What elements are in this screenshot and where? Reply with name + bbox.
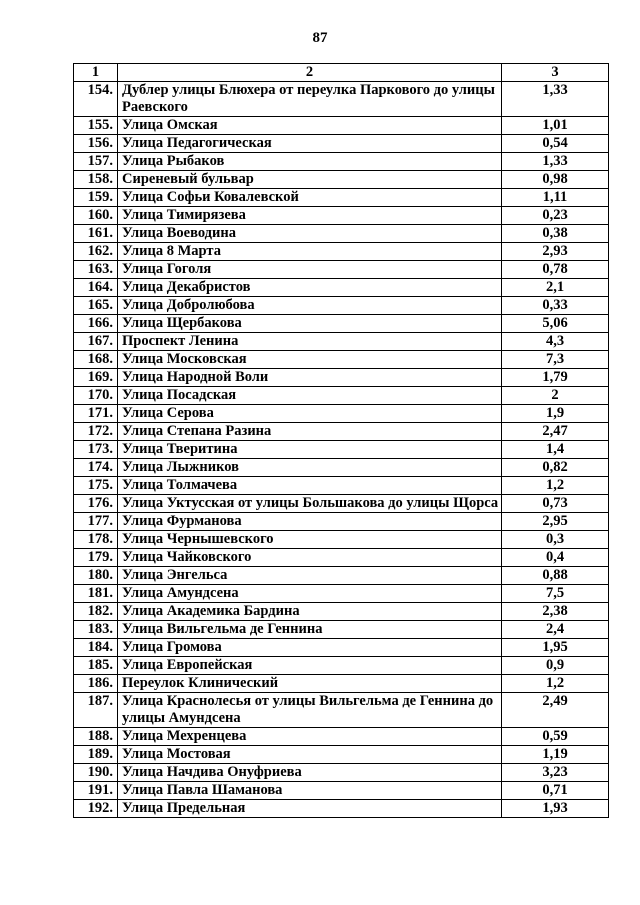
table-row	[74, 153, 609, 171]
row-street-name: Улица Чернышевского	[118, 531, 502, 549]
row-value: 1,33	[502, 153, 609, 171]
table-body	[74, 64, 609, 818]
row-street-name: Переулок Клинический	[118, 675, 502, 693]
row-street-name: Улица Павла Шаманова	[118, 782, 502, 800]
table-row	[74, 297, 609, 315]
row-index: 155.	[74, 117, 118, 135]
row-value: 2,49	[502, 693, 609, 728]
page-number: 87	[312, 30, 328, 46]
table-row	[74, 243, 609, 261]
row-value: 1,11	[502, 189, 609, 207]
row-street-name: Улица Посадская	[118, 387, 502, 405]
table-row	[74, 603, 609, 621]
row-index: 184.	[74, 639, 118, 657]
row-index: 192.	[74, 800, 118, 818]
row-index: 169.	[74, 369, 118, 387]
row-street-name: Улица Омская	[118, 117, 502, 135]
row-street-name: Улица Энгельса	[118, 567, 502, 585]
table-row	[74, 117, 609, 135]
table-row	[74, 135, 609, 153]
row-value: 0,38	[502, 225, 609, 243]
row-value: 2,1	[502, 279, 609, 297]
row-value: 2,93	[502, 243, 609, 261]
table-row	[74, 549, 609, 567]
table-row	[74, 225, 609, 243]
row-index: 157.	[74, 153, 118, 171]
table-row	[74, 693, 609, 728]
row-index: 171.	[74, 405, 118, 423]
row-street-name: Улица Лыжников	[118, 459, 502, 477]
row-index: 168.	[74, 351, 118, 369]
row-street-name: Улица Громова	[118, 639, 502, 657]
row-index: 160.	[74, 207, 118, 225]
row-street-name: Улица Вильгельма де Геннина	[118, 621, 502, 639]
row-value: 1,95	[502, 639, 609, 657]
row-value: 0,78	[502, 261, 609, 279]
row-index: 187.	[74, 693, 118, 728]
table-row	[74, 675, 609, 693]
table-row	[74, 800, 609, 818]
row-street-name: Улица Тимирязева	[118, 207, 502, 225]
row-value: 1,19	[502, 746, 609, 764]
row-index: 175.	[74, 477, 118, 495]
row-street-name: Улица Тверитина	[118, 441, 502, 459]
row-value: 0,71	[502, 782, 609, 800]
row-value: 1,4	[502, 441, 609, 459]
row-value: 2,47	[502, 423, 609, 441]
row-value: 1,79	[502, 369, 609, 387]
table-row	[74, 387, 609, 405]
row-index: 172.	[74, 423, 118, 441]
row-index: 164.	[74, 279, 118, 297]
row-index: 179.	[74, 549, 118, 567]
row-value: 3,23	[502, 764, 609, 782]
row-value: 4,3	[502, 333, 609, 351]
row-value: 5,06	[502, 315, 609, 333]
table-row	[74, 513, 609, 531]
row-street-name: Улица Мостовая	[118, 746, 502, 764]
row-index: 170.	[74, 387, 118, 405]
row-index: 189.	[74, 746, 118, 764]
table-row	[74, 171, 609, 189]
table-row	[74, 621, 609, 639]
row-index: 188.	[74, 728, 118, 746]
row-value: 0,33	[502, 297, 609, 315]
row-index: 174.	[74, 459, 118, 477]
table-row	[74, 189, 609, 207]
header-cell-value: 3	[502, 64, 609, 82]
row-value: 2,38	[502, 603, 609, 621]
row-street-name: Улица Народной Воли	[118, 369, 502, 387]
row-index: 154.	[74, 82, 118, 117]
row-street-name: Улица Мехренцева	[118, 728, 502, 746]
table-row	[74, 279, 609, 297]
row-value: 0,4	[502, 549, 609, 567]
row-index: 182.	[74, 603, 118, 621]
row-index: 186.	[74, 675, 118, 693]
table-row	[74, 459, 609, 477]
row-street-name: Улица Гоголя	[118, 261, 502, 279]
row-street-name: Улица Чайковского	[118, 549, 502, 567]
row-index: 161.	[74, 225, 118, 243]
row-index: 162.	[74, 243, 118, 261]
row-street-name: Улица Декабристов	[118, 279, 502, 297]
table-row	[74, 639, 609, 657]
row-street-name: Улица Европейская	[118, 657, 502, 675]
row-value: 2,95	[502, 513, 609, 531]
row-index: 190.	[74, 764, 118, 782]
row-street-name: Дублер улицы Блюхера от переулка Паркового до улицы Раевского	[118, 82, 502, 117]
row-value: 0,59	[502, 728, 609, 746]
row-street-name: Улица Степана Разина	[118, 423, 502, 441]
table-row	[74, 585, 609, 603]
row-value: 0,54	[502, 135, 609, 153]
row-street-name: Улица 8 Марта	[118, 243, 502, 261]
row-street-name: Улица Педагогическая	[118, 135, 502, 153]
row-index: 165.	[74, 297, 118, 315]
row-street-name: Проспект Ленина	[118, 333, 502, 351]
row-value: 2,4	[502, 621, 609, 639]
row-value: 0,23	[502, 207, 609, 225]
table-row	[74, 333, 609, 351]
row-street-name: Улица Московская	[118, 351, 502, 369]
row-street-name: Улица Академика Бардина	[118, 603, 502, 621]
row-street-name: Улица Уктусская от улицы Большакова до улицы Щорса	[118, 495, 502, 513]
row-street-name: Улица Серова	[118, 405, 502, 423]
table-row	[74, 531, 609, 549]
row-street-name: Улица Рыбаков	[118, 153, 502, 171]
row-index: 158.	[74, 171, 118, 189]
table-row	[74, 315, 609, 333]
row-value: 1,93	[502, 800, 609, 818]
row-street-name: Улица Толмачева	[118, 477, 502, 495]
row-street-name: Улица Амундсена	[118, 585, 502, 603]
table-row	[74, 351, 609, 369]
row-value: 0,88	[502, 567, 609, 585]
row-value: 0,9	[502, 657, 609, 675]
row-index: 176.	[74, 495, 118, 513]
row-value: 2	[502, 387, 609, 405]
row-index: 191.	[74, 782, 118, 800]
row-value: 0,98	[502, 171, 609, 189]
table-row	[74, 495, 609, 513]
row-street-name: Улица Щербакова	[118, 315, 502, 333]
row-index: 173.	[74, 441, 118, 459]
row-value: 1,2	[502, 675, 609, 693]
table-row	[74, 782, 609, 800]
row-index: 185.	[74, 657, 118, 675]
table-row	[74, 441, 609, 459]
table-row	[74, 369, 609, 387]
row-street-name: Улица Воеводина	[118, 225, 502, 243]
row-index: 163.	[74, 261, 118, 279]
table-row	[74, 728, 609, 746]
row-value: 1,33	[502, 82, 609, 117]
row-index: 183.	[74, 621, 118, 639]
table-row	[74, 746, 609, 764]
table-row	[74, 207, 609, 225]
table-row	[74, 567, 609, 585]
row-value: 7,5	[502, 585, 609, 603]
row-index: 159.	[74, 189, 118, 207]
row-index: 167.	[74, 333, 118, 351]
header-cell-name: 2	[118, 64, 502, 82]
row-index: 181.	[74, 585, 118, 603]
row-index: 177.	[74, 513, 118, 531]
row-index: 180.	[74, 567, 118, 585]
row-value: 1,01	[502, 117, 609, 135]
row-street-name: Улица Фурманова	[118, 513, 502, 531]
row-index: 166.	[74, 315, 118, 333]
table-row	[74, 423, 609, 441]
streets-table	[73, 63, 609, 818]
table-row	[74, 261, 609, 279]
table-row	[74, 477, 609, 495]
row-street-name: Улица Добролюбова	[118, 297, 502, 315]
table-row	[74, 405, 609, 423]
row-value: 1,9	[502, 405, 609, 423]
row-value: 0,82	[502, 459, 609, 477]
row-street-name: Улица Начдива Онуфриева	[118, 764, 502, 782]
row-value: 7,3	[502, 351, 609, 369]
table-header-row	[74, 64, 609, 82]
row-street-name: Улица Софьи Ковалевской	[118, 189, 502, 207]
row-value: 0,3	[502, 531, 609, 549]
row-street-name: Сиреневый бульвар	[118, 171, 502, 189]
row-value: 0,73	[502, 495, 609, 513]
row-value: 1,2	[502, 477, 609, 495]
row-index: 156.	[74, 135, 118, 153]
header-cell-index: 1	[74, 64, 118, 82]
table-row	[74, 657, 609, 675]
table-row	[74, 82, 609, 117]
table-row	[74, 764, 609, 782]
row-street-name: Улица Предельная	[118, 800, 502, 818]
row-street-name: Улица Краснолесья от улицы Вильгельма де Геннина до улицы Амундсена	[118, 693, 502, 728]
row-index: 178.	[74, 531, 118, 549]
